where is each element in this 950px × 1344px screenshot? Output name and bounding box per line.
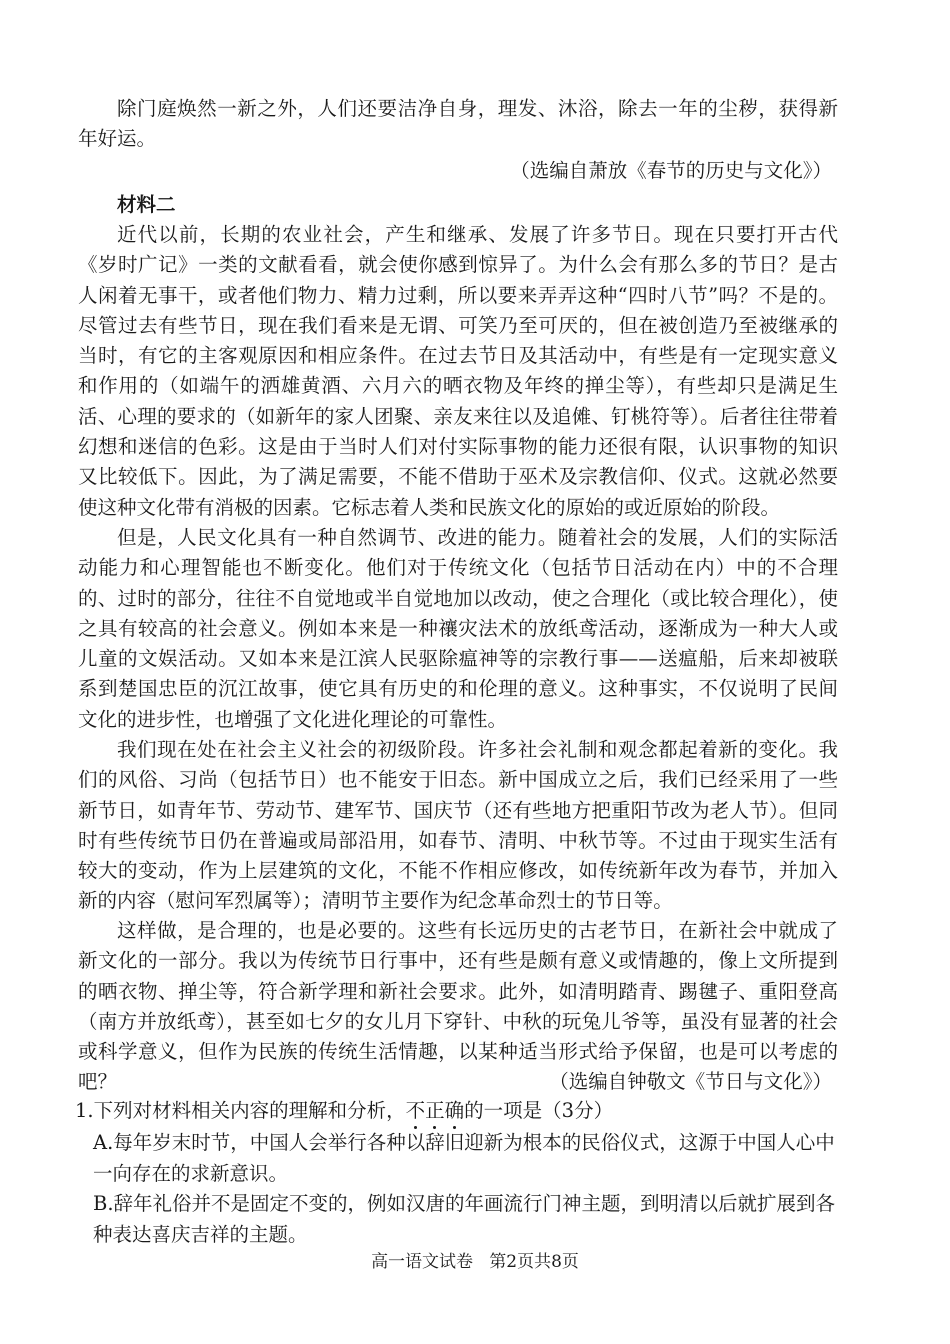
emphasis-char-1: 不 — [406, 1096, 426, 1126]
material2-paragraph-1: 近代以前，长期的农业社会，产生和继承、发展了许多节日。现在只要打开古代《岁时广记》一类的文献看看，就会使你感到惊异了。为什么会有那么多的节日？是古人闲着无事干，或者他们物力、精力过剩，所以要来弄弄这种“四时八节”吗？不是的。尽管过去有些节日，现在我们看来是无谓、可笑乃至可厌的，但在被创造乃至被继承的当时，有它的主客观原因和相应条件。在过去节日及其活动中，有些是有一定现实意义和作用的（如端午的洒雄黄酒、六月六的晒衣物及年终的掸尘等），有些却只是满足生活、心理的要求的（如新年的家人团聚、亲友来往以及追傩、钉桃符等）。后者往往带着幻想和迷信的色彩。这是由于当时人们对付实际事物的能力还很有限，认识事物的知识又比较低下。因此，为了满足需要，不能不借助于巫术及宗教信仰、仪式。这就必然要使这种文化带有消极的因素。它标志着人类和民族文化的原始的或近原始的阶段。 — [78, 223, 838, 519]
intro-source: （选编自萧放《春节的历史与文化》） — [510, 159, 832, 182]
question-number: 1. — [75, 1099, 94, 1122]
material2-paragraph-3: 我们现在处在社会主义社会的初级阶段。许多社会礼制和观念都起着新的变化。我们的风俗、习尚（包括节日）也不能安于旧态。新中国成立之后，我们已经采用了一些新节日，如青年节、劳动节、建军节、国庆节（还有些地方把重阳节改为老人节）。但同时有些传统节日仍在普遍或局部沿用，如春节、清明、中秋节等。不过由于现实生活有较大的变动，作为上层建筑的文化，不能不作相应修改，如传统新年改为春节，并加入新的内容（慰问军烈属等）；清明节主要作为纪念革命烈士的节日等。 — [78, 738, 838, 913]
page-footer — [0, 1250, 950, 1274]
option-b — [93, 1188, 838, 1250]
option-a-text: 每年岁末时节，中国人会举行各种以辞旧迎新为根本的民俗仪式，这源于中国人心中一向存在的求新意识。 — [93, 1131, 835, 1185]
intro-paragraph: 除门庭焕然一新之外，人们还要洁净自身，理发、沐浴，除去一年的尘秽，获得新年好运。 — [78, 97, 838, 151]
material2-source: （选编自钟敬文《节日与文化》） — [549, 1070, 832, 1093]
question-stem-before: 下列对材料相关内容的理解和分析， — [93, 1099, 406, 1122]
material2-paragraph-2: 但是，人民文化具有一种自然调节、改进的能力。随着社会的发展，人们的实际活动能力和心理智能也不断变化。他们对于传统文化（包括节日活动在内）中的不合理的、过时的部分，往往不自觉地或半自觉地加以改动，使之合理化（或比较合理化），使之具有较高的社会意义。例如本来是一种禳灾法术的放纸鸢活动，逐渐成为一种大人或儿童的文娱活动。又如本来是江滨人民驱除瘟神等的宗教行事——送瘟船，后来却被联系到楚国忠臣的沉江故事，使它具有历史的和伦理的意义。这种事实，不仅说明了民间文化的进步性，也增强了文化进化理论的可靠性。 — [78, 526, 838, 731]
option-a-label: A. — [93, 1131, 114, 1154]
option-b-label: B. — [93, 1192, 114, 1215]
emphasis-char-3: 确 — [445, 1096, 465, 1126]
material2-heading: 材料二 — [117, 193, 176, 216]
footer-page-number: 第2页共8页 — [489, 1252, 579, 1272]
question-stem-after: 的一项是（3分） — [464, 1099, 614, 1122]
footer-exam-title: 高一语文试卷 — [371, 1252, 474, 1272]
option-b-text: 辞年礼俗并不是固定不变的，例如汉唐的年画流行门神主题，到明清以后就扩展到各种表达喜庆吉祥的主题。 — [93, 1192, 836, 1246]
emphasis-char-2: 正 — [425, 1096, 445, 1126]
question-1-stem — [75, 1096, 613, 1126]
option-a — [93, 1127, 838, 1189]
material2-paragraph-4: 这样做，是合理的，也是必要的。这些有长远历史的古老节日，在新社会中就成了新文化的一部分。我以为传统节日行事中，还有些是颇有意义或情趣的，像上文所提到的晒衣物、掸尘等，符合新学理和新社会要求。此外，如清明踏青、踢毽子、重阳登高（南方并放纸鸢），甚至如七夕的女儿月下穿针、中秋的玩兔儿爷等，虽没有显著的社会或科学意义，但作为民族的传统生活情趣，以某种适当形式给予保留，也是可以考虑的吧？ — [78, 919, 838, 1094]
